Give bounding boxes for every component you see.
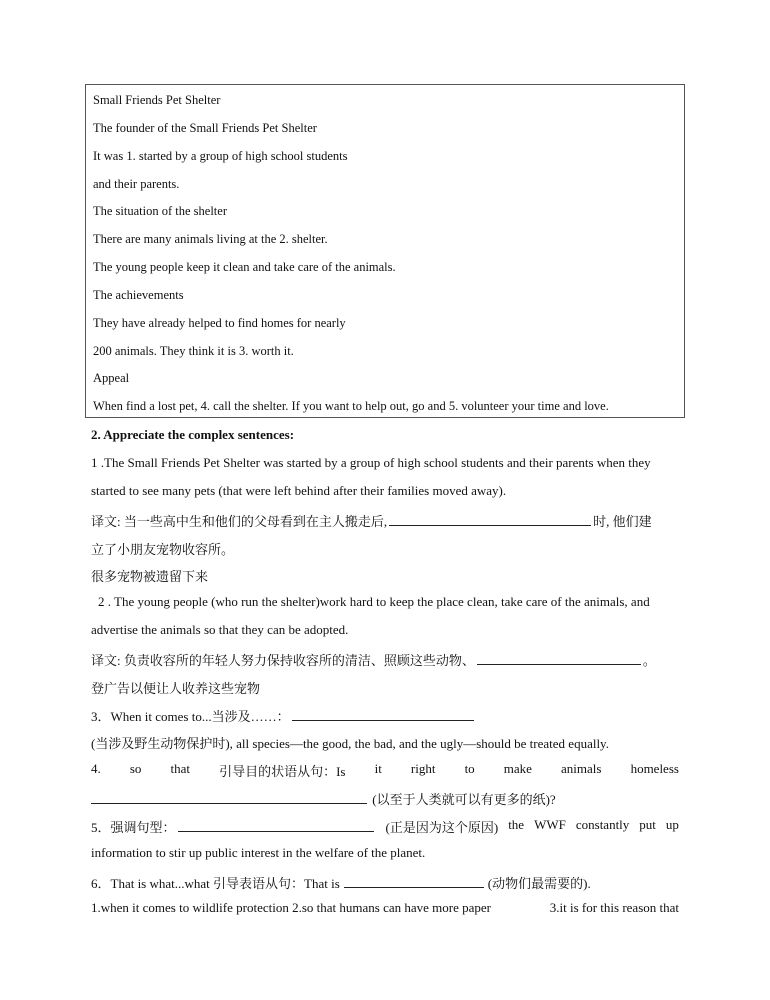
sentence-1-translation	[91, 511, 652, 530]
box-line: The situation of the shelter	[93, 204, 227, 218]
box-line: There are many animals living at the 2. shelter.	[93, 232, 328, 246]
word: animals	[561, 761, 602, 776]
word: 4.	[91, 761, 101, 776]
answer-blank[interactable]	[91, 791, 367, 804]
item-6	[91, 873, 591, 892]
word: 引导目的状语从句：Is	[219, 764, 346, 779]
box-line: The young people keep it clean and take care of the animals.	[93, 260, 396, 274]
item-6-suffix: (动物们最需要的).	[487, 876, 591, 891]
item-6-prefix: 6．That is what...what 引导表语从句：That is	[91, 876, 340, 891]
item-3-prefix: 3．When it comes to...当涉及……：	[91, 709, 290, 724]
word: to	[464, 761, 475, 776]
translation-text: 译文: 当一些高中生和他们的父母看到在主人搬走后,	[91, 514, 388, 529]
item-4-line-2	[91, 789, 556, 808]
answers-line	[91, 900, 679, 916]
sentence-2-line-1: 2 . The young people (who run the shelter)work hard to keep the place clean, take care of the animals, and	[98, 594, 650, 609]
word: homeless	[630, 761, 679, 776]
item-5-line-1	[91, 817, 679, 836]
answers-text: 1.when it comes to wildlife protection 2.so that humans can have more paper	[91, 900, 491, 915]
sentence-2-answer: 登广告以便让人收养这些宠物	[91, 681, 261, 696]
answer-blank[interactable]	[389, 513, 591, 526]
box-line: The achievements	[93, 288, 184, 302]
shelter-summary-box	[85, 84, 685, 418]
word: (正是因为这个原因)	[385, 820, 499, 835]
translation-text: 。	[642, 653, 656, 668]
box-line: It was 1. started by a group of high school students	[93, 149, 348, 163]
answer-blank[interactable]	[344, 875, 484, 888]
box-line: Appeal	[93, 371, 130, 385]
sentence-2-translation	[91, 650, 656, 669]
answer-blank[interactable]	[292, 708, 474, 721]
word: that	[170, 761, 190, 776]
item-5-prefix: 5．强调句型：	[91, 820, 176, 835]
box-line: Small Friends Pet Shelter	[93, 93, 221, 107]
item-4-line-1	[91, 761, 679, 780]
item-5-line-2: information to stir up public interest in the welfare of the planet.	[91, 845, 426, 860]
translation-text: 译文: 负责收容所的年轻人努力保持收容所的清洁、照顾这些动物、	[91, 653, 475, 668]
sentence-1-answer: 很多宠物被遗留下来	[91, 569, 209, 584]
section-title: 2. Appreciate the complex sentences:	[91, 427, 295, 442]
answer-blank[interactable]	[477, 652, 641, 665]
word: so	[129, 761, 142, 776]
answers-text: 3.it is for this reason that	[549, 900, 679, 915]
word: right	[410, 761, 436, 776]
sentence-2-line-2: advertise the animals so that they can be adopted.	[91, 622, 349, 637]
item-3	[91, 706, 476, 725]
box-line: The founder of the Small Friends Pet Shelter	[93, 121, 317, 135]
box-line: They have already helped to find homes for nearly	[93, 316, 346, 330]
word: up	[665, 817, 679, 832]
box-line: When find a lost pet, 4. call the shelter. If you want to help out, go and 5. volunteer your time and love.	[93, 399, 609, 413]
sentence-1-line-1: 1 .The Small Friends Pet Shelter was started by a group of high school students and their parents when they	[91, 455, 651, 470]
item-5-prefix-group	[91, 817, 376, 836]
item-3-line-2: (当涉及野生动物保护时), all species—the good, the bad, and the ugly—should be treated equally.	[91, 736, 609, 751]
translation-text: 时, 他们建	[593, 514, 652, 529]
answer-blank[interactable]	[178, 819, 374, 832]
word: it	[374, 761, 382, 776]
item-4-suffix: (以至于人类就可以有更多的纸)?	[372, 792, 556, 807]
sentence-1-translation-line-2: 立了小朋友宠物收容所。	[91, 542, 235, 557]
word: WWF	[534, 817, 566, 832]
word: the	[508, 817, 525, 832]
box-line: 200 animals. They think it is 3. worth it.	[93, 344, 294, 358]
word: put	[639, 817, 656, 832]
sentence-1-line-2: started to see many pets (that were left behind after their families moved away).	[91, 483, 507, 498]
box-line: and their parents.	[93, 177, 180, 191]
word: make	[503, 761, 532, 776]
word: constantly	[575, 817, 630, 832]
